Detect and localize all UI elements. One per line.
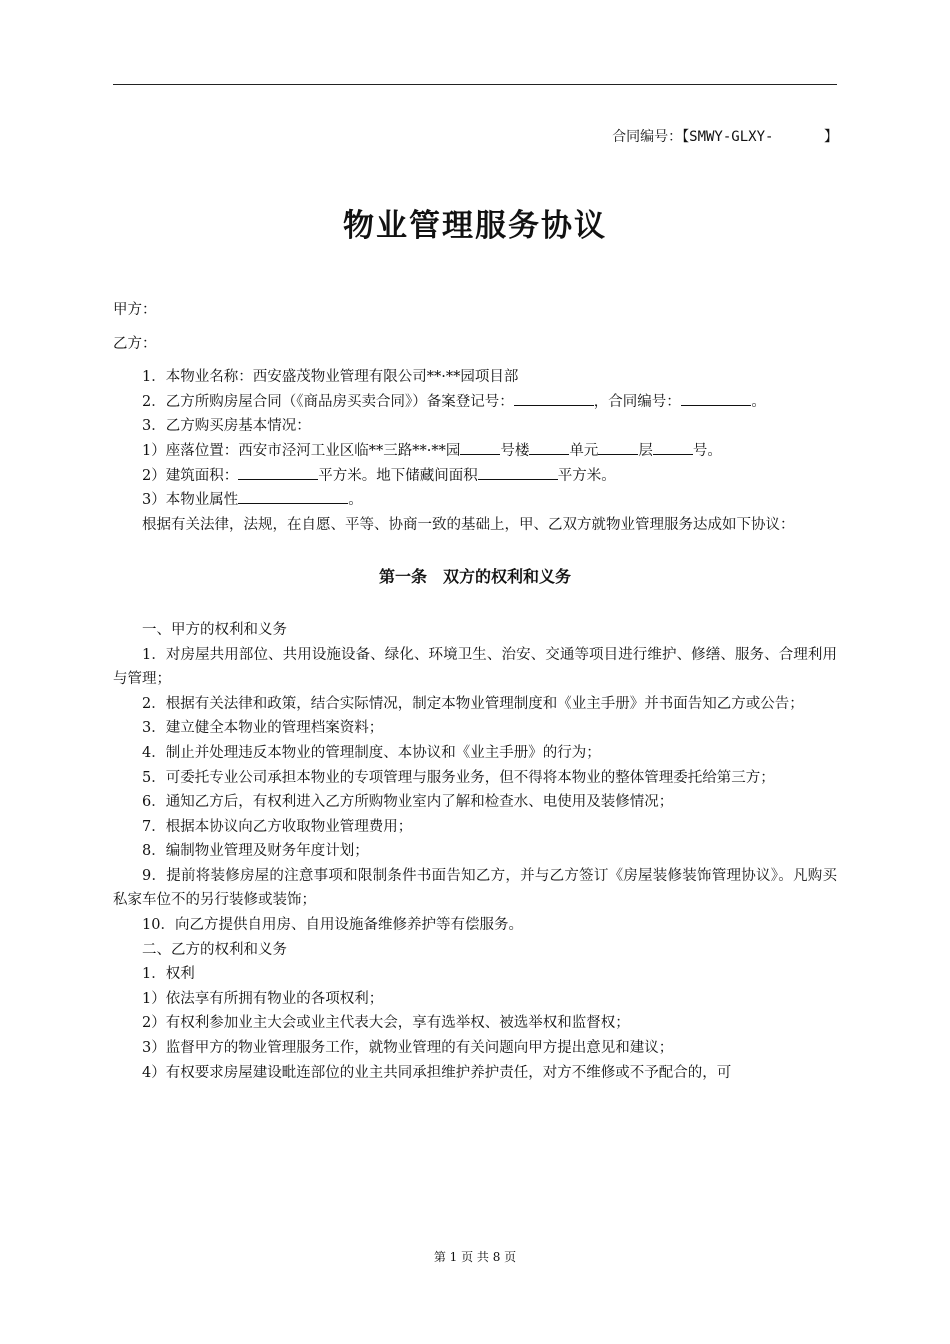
storage-area-blank[interactable] [478,464,558,480]
section-b-heading: 二、乙方的权利和义务 [142,941,287,958]
building-area-blank[interactable] [238,464,318,480]
list-item: 9．提前将装修房屋的注意事项和限制条件书面告知乙方，并与乙方签订《房屋装修装饰管理协议》。凡购买私家车位不的另行装修或装饰； [113,867,837,909]
list-item: 7．根据本协议向乙方收取物业管理费用； [142,818,413,835]
list-item: 2）有权利参加业主大会或业主代表大会，享有选举权、被选举权和监督权； [142,1015,630,1032]
contract-number: 合同编号：【SMWY-GLXY- 】 [612,129,838,145]
list-item: 8．编制物业管理及财务年度计划； [142,843,369,860]
list-item: 2．根据有关法律和政策，结合实际情况，制定本物业管理制度和《业主手册》并书面告知乙方或公告； [142,695,804,712]
party-a: 甲方： [113,302,157,318]
property-attribute-blank[interactable] [238,488,348,504]
rights-subheading: 1．权利 [142,966,195,983]
list-item: 5．可委托专业公司承担本物业的专项管理与服务业务，但不得将本物业的整体管理委托给第三方； [142,769,775,786]
intro-item-3: 3．乙方购买房基本情况： [142,418,311,435]
document-body [113,298,837,1085]
preamble: 根据有关法律，法规，在自愿、平等、协商一致的基础上，甲、乙双方就物业管理服务达成如下协议： [142,516,795,533]
record-number-blank[interactable] [514,390,594,406]
area-line: 2）建筑面积： 平方米。地下储藏间面积 平方米。 [113,464,837,489]
document-title: 物业管理服务协议 [343,208,607,244]
party-b: 乙方： [113,335,157,352]
room-blank[interactable] [653,439,693,455]
list-item: 6．通知乙方后，有权利进入乙方所购物业室内了解和检查水、电使用及装修情况； [142,794,674,811]
unit-blank[interactable] [529,439,569,455]
intro-item-2: 2．乙方所购房屋合同（《商品房买卖合同》）备案登记号： ，合同编号： 。 [113,390,837,415]
list-item: 1）依法享有所拥有物业的各项权利； [142,990,384,1007]
section-a-heading: 一、甲方的权利和义务 [142,621,287,638]
list-item: 4）有权要求房屋建设毗连部位的业主共同承担维护养护责任，对方不维修或不予配合的，可 [142,1064,732,1081]
contract-number-blank[interactable] [681,390,737,406]
building-blank[interactable] [460,439,500,455]
floor-blank[interactable] [598,439,638,455]
intro-item-1: 1．本物业名称：西安盛茂物业管理有限公司**·**园项目部 [142,369,519,386]
location-line: 1）座落位置：西安市泾河工业区临**三路**·**园 号楼 单元 层 号。 [113,439,837,464]
list-item: 3）监督甲方的物业管理服务工作，就物业管理的有关问题向甲方提出意见和建议； [142,1040,674,1057]
article-1-heading: 第一条 双方的权利和义务 [378,567,571,587]
list-item: 3．建立健全本物业的管理档案资料； [142,720,384,737]
header-rule [113,84,837,85]
page-footer: 第 1 页 共 8 页 [433,1250,517,1264]
list-item: 10．向乙方提供自用房、自用设施备维修养护等有偿服务。 [142,917,523,934]
list-item: 4．制止并处理违反本物业的管理制度、本协议和《业主手册》的行为； [142,744,601,761]
list-item: 1．对房屋共用部位、共用设施设备、绿化、环境卫生、治安、交通等项目进行维护、修缮、服务、合理利用与管理； [113,646,837,688]
attribute-line: 3）本物业属性 。 [113,488,837,513]
